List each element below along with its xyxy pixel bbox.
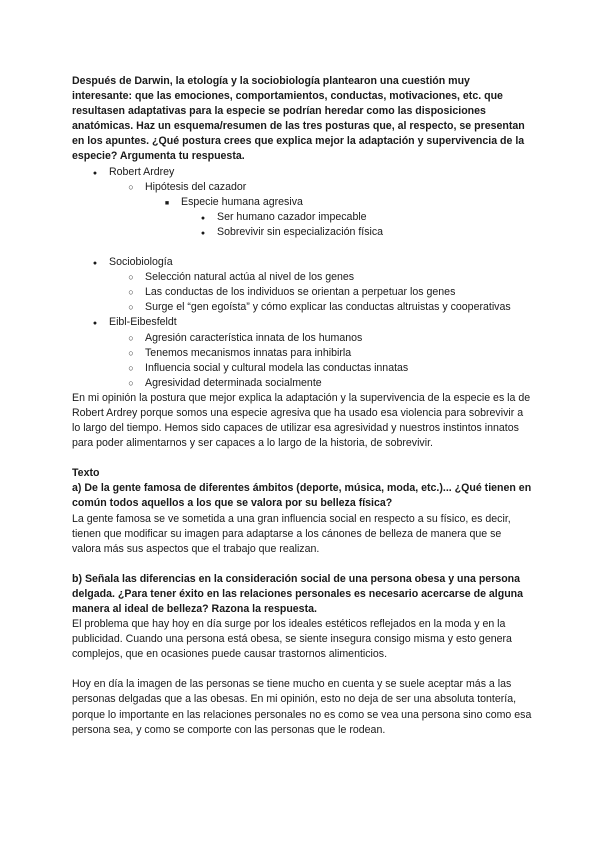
document-body (72, 74, 532, 738)
answer-b-paragraph-1: El problema que hay hoy en día surge por los ideales estéticos reflejados en la moda y en la publicidad. Cuando una persona está obesa, se siente insegura consigo misma y esto genera complejos, que en ocasiones puede causar trastornos alimenticios. (72, 618, 512, 661)
outline-subitem (72, 270, 532, 285)
outline-point (72, 225, 532, 240)
spacer (72, 557, 532, 572)
outline-point (72, 210, 532, 225)
bullet-disc-icon (89, 165, 101, 181)
intro-question: Después de Darwin, la etología y la sociobiología plantearon una cuestión muy interesante: que las emociones, comportamientos, conductas, motivaciones, etc. que resultasen adaptativas para la especie se podrían heredar como las disposiciones anatómicas. Haz un esquema/resumen de las tres posturas que, al respecto, se presentan en los apuntes. ¿Qué postura crees que explica mejor la adaptación y supervivencia de la especie? Argumenta tu respuesta. (72, 75, 525, 163)
bullet-circle-icon (125, 270, 137, 285)
outline-point-text: Sobrevivir sin especialización física (217, 225, 384, 238)
answer-a: La gente famosa se ve sometida a una gran influencia social en respecto a su físico, es decir, tienen que modificar su imagen para adaptarse a los cánones de belleza de manera que se valora más sus aspectos que el trabajo que realizan. (72, 512, 511, 555)
outline-subitem (72, 180, 532, 195)
opinion-paragraph: En mi opinión la postura que mejor explica la adaptación y la supervivencia de la especie es la de Robert Ardrey porque somos una especie agresiva que ha usado esa violencia para sobrevivir a lo largo del tiempo. Hemos sido capaces de utilizar esa agresividad y nuestros instintos innatos para poder alimentarnos y ser capaces a lo largo de la historia, de sobrevivir. (72, 391, 531, 450)
outline-label: Sociobiología (109, 256, 173, 269)
outline-subitem (72, 300, 532, 315)
outline-subitem-text: Agresión característica innata de los humanos (145, 331, 363, 344)
question-a: a) De la gente famosa de diferentes ámbitos (deporte, música, moda, etc.)... ¿Qué tienen en común todos aquellos a los que se valora por su belleza física? (72, 482, 532, 510)
outline-subitem-text: Influencia social y cultural modela las conductas innatas (145, 361, 409, 374)
bullet-disc-icon (89, 315, 101, 331)
bullet-circle-icon (125, 376, 137, 391)
outline-subitem (72, 376, 532, 391)
outline-subitem-text: Las conductas de los individuos se orientan a perpetuar los genes (145, 286, 456, 299)
bullet-square-icon (161, 195, 173, 211)
outline-subsubitem-text: Especie humana agresiva (181, 195, 303, 208)
outline-point-text: Ser humano cazador impecable (217, 210, 367, 223)
outline-list (72, 255, 532, 391)
spacer (72, 451, 532, 466)
outline-item-eibl (72, 315, 532, 330)
outline-subitem-text: Agresividad determinada socialmente (145, 376, 322, 389)
bullet-circle-icon (125, 180, 137, 195)
outline-subitem-text: Selección natural actúa al nivel de los genes (145, 271, 355, 284)
outline-subitem-text: Tenemos mecanismos innatas para inhibirla (145, 346, 352, 359)
spacer (72, 662, 532, 677)
question-b: b) Señala las diferencias en la consideración social de una persona obesa y una persona delgada. ¿Para tener éxito en las relaciones personales es necesario acercarse de alguna manera al ideal de belleza? Razona la respuesta. (72, 572, 524, 615)
spacer (72, 240, 532, 255)
outline-label: Robert Ardrey (109, 165, 175, 178)
outline-item-sociobiologia (72, 255, 532, 270)
bullet-disc-icon (197, 225, 209, 241)
bullet-circle-icon (125, 300, 137, 315)
outline-subitem-text: Hipótesis del cazador (145, 180, 247, 193)
outline-subitem (72, 331, 532, 346)
outline-subsubitem (72, 195, 532, 210)
bullet-disc-icon (197, 210, 209, 226)
outline-subitem-text: Surge el “gen egoísta” y cómo explicar las conductas altruistas y cooperativas (145, 301, 511, 314)
answer-b-paragraph-2: Hoy en día la imagen de las personas se tiene mucho en cuenta y se suele aceptar más a las personas delgadas que a las obesas. En mi opinión, esto no deja de ser una absoluta tontería, porque lo importante en las relaciones personales no es como se vea una persona sino como esa persona sea, y como se comporte con las personas que le rodean. (72, 678, 532, 736)
outline-subitem (72, 285, 532, 300)
outline-item-ardrey (72, 165, 532, 180)
bullet-disc-icon (89, 255, 101, 271)
bullet-circle-icon (125, 346, 137, 361)
bullet-circle-icon (125, 285, 137, 300)
outline-list (72, 165, 532, 240)
outline-label: Eibl-Eibesfeldt (109, 316, 177, 329)
section-heading: Texto (72, 467, 100, 480)
outline-subitem (72, 346, 532, 361)
bullet-circle-icon (125, 331, 137, 346)
outline-subitem (72, 361, 532, 376)
bullet-circle-icon (125, 361, 137, 376)
